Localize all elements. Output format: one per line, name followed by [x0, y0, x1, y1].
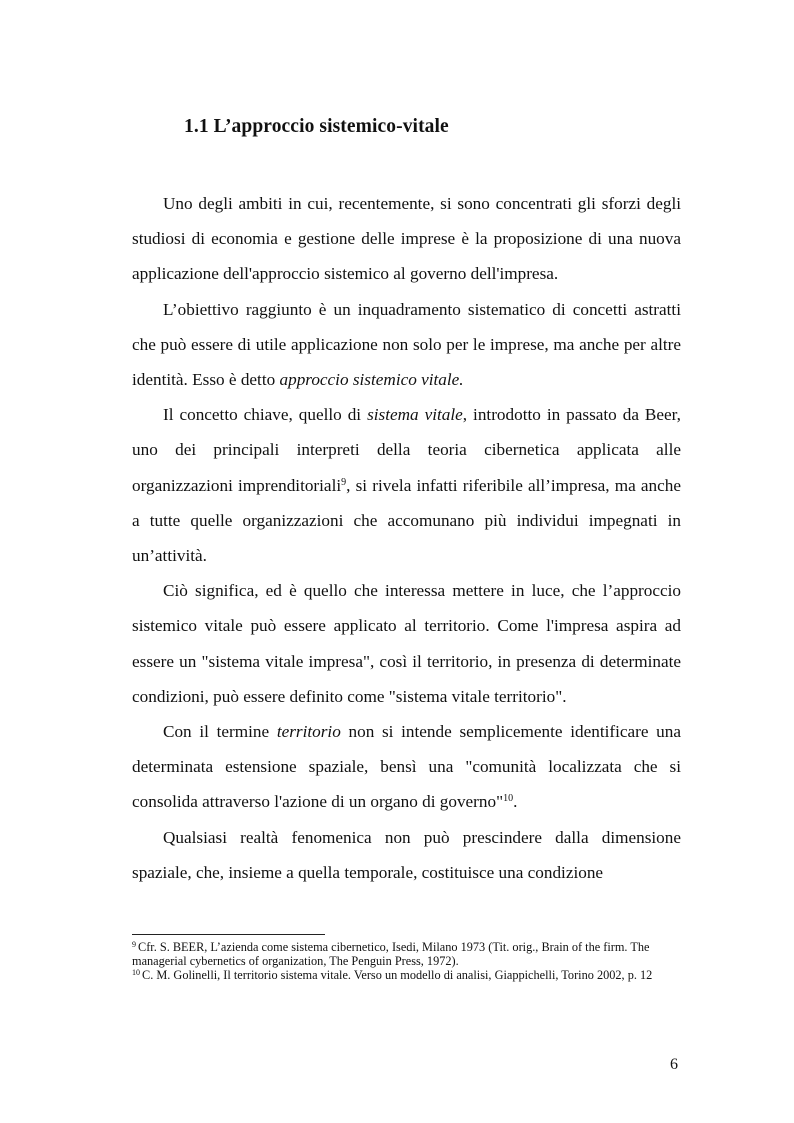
- paragraph-2: [132, 292, 681, 398]
- paragraph-3-text-c: , si rivela infatti riferibile all’impresa, ma anche a tutte quelle organizzazioni che accomunano più individui impegnati in un’attività.: [132, 475, 682, 566]
- footnote-9-marker: 9: [132, 940, 136, 949]
- paragraph-1-text: Uno degli ambiti in cui, recentemente, si sono concentrati gli sforzi degli studiosi di economia e gestione delle imprese è la proposizione di una nuova applicazione dell'approccio sistemico al governo dell'impresa.: [132, 194, 681, 284]
- term-approccio-sistemico-vitale: approccio sistemico vitale.: [279, 370, 464, 390]
- paragraph-4: [132, 573, 681, 714]
- term-sistema-vitale: sistema vitale: [367, 405, 463, 425]
- footnote-9-text: Cfr. S. BEER, L’azienda come sistema cibernetico, Isedi, Milano 1973 (Tit. orig., Brain of the firm. The managerial cybernetics of organization, The Penguin Press, 1972).: [132, 940, 650, 968]
- footnote-divider: [132, 934, 325, 935]
- footnote-10: [132, 968, 681, 982]
- paragraph-5: Con il termine territorio non si intende semplicemente identificare una determinata estensione spaziale, bensì una "comunità localizzata che si consolida attraverso l'azione di un organo di governo"$^{10}$.: [132, 722, 681, 812]
- page-number: 6: [670, 1056, 678, 1073]
- paragraph-3: [132, 397, 681, 573]
- footnote-10-marker: 10: [132, 968, 140, 977]
- paragraph-3-text-b: , introdotto in passato da Beer, uno dei principali interpreti della teoria cibernetica applicata alle organizzazioni imprenditoriali: [132, 405, 681, 495]
- paragraph-3-text-a: Il concetto chiave, quello di: [163, 405, 368, 425]
- footnote-10-text: C. M. Golinelli, Il territorio sistema vitale. Verso un modello di analisi, Giappichelli, Torino 2002, p. 12: [142, 968, 653, 982]
- footnote-ref-9: 9: [341, 476, 347, 488]
- footnote-ref-10: 10: [503, 793, 514, 805]
- paragraph-1: [132, 186, 681, 292]
- paragraph-5-text-b: non si intende semplicemente identificare una determinata estensione spaziale, bensì una "comunità localizzata che si consolida attraverso l'azione di un organo di governo": [132, 722, 681, 812]
- paragraph-2-text: L’obiettivo raggiunto è un inquadramento sistematico di concetti astratti che può essere di utile applicazione non solo per le imprese, ma anche per altre identità. Esso è detto: [132, 299, 681, 390]
- body-text: [132, 186, 681, 890]
- paragraph-6-text: Qualsiasi realtà fenomenica non può prescindere dalla dimensione spaziale, che, insieme a quella temporale, costituisce una condizione: [132, 827, 681, 882]
- paragraph-5-text-a: Con il termine: [163, 722, 277, 742]
- paragraph-6: [132, 820, 681, 890]
- footnote-9: [132, 940, 681, 968]
- paragraph-4-text: Ciò significa, ed è quello che interessa mettere in luce, che l’approccio sistemico vitale può essere applicato al territorio. Come l'impresa aspira ad essere un "sistema vitale impresa", così il territorio, in presenza di determinate condizioni, può essere definito come "sistema vitale territorio".: [132, 581, 681, 706]
- section-heading: 1.1 L’approccio sistemico-vitale: [184, 116, 449, 137]
- term-territorio: territorio: [276, 722, 341, 742]
- footnotes: [132, 940, 681, 982]
